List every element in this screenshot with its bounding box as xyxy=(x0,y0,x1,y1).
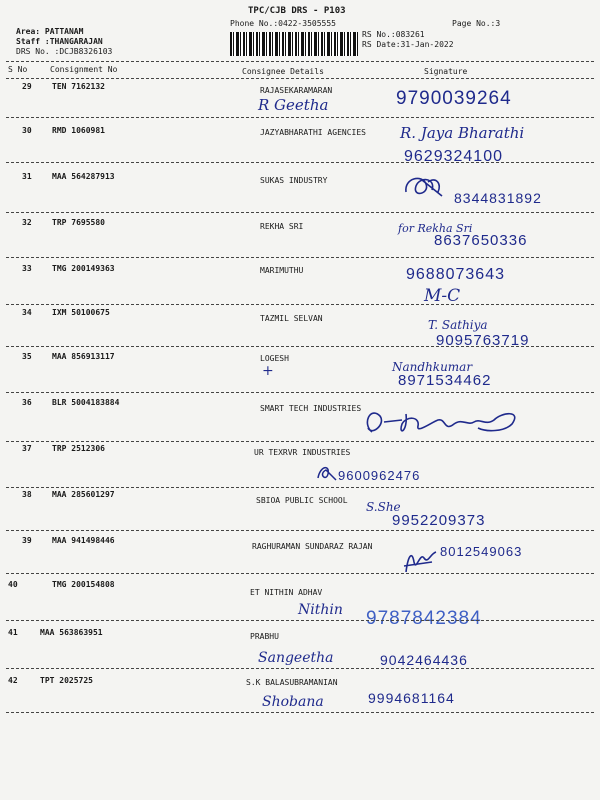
row-divider xyxy=(6,212,594,213)
row-sno: 29 xyxy=(22,82,32,91)
document-title: TPC/CJB DRS - P103 xyxy=(248,6,346,16)
row-consignee: S.K BALASUBRAMANIAN xyxy=(246,678,338,687)
signature-phone: 9095763719 xyxy=(436,332,530,349)
row-consignee: SBIOA PUBLIC SCHOOL xyxy=(256,496,348,505)
row-divider xyxy=(6,392,594,393)
row-consignee: RAGHURAMAN SUNDARAZ RAJAN xyxy=(252,542,373,551)
row-divider xyxy=(6,487,594,488)
signature-phone: 9952209373 xyxy=(392,512,486,529)
signature-phone: 8344831892 xyxy=(454,190,542,206)
row-consignee: ET NITHIN ADHAV xyxy=(250,588,323,597)
signature-name: Shobana xyxy=(262,694,324,710)
row-divider xyxy=(6,712,594,713)
row-sno: 31 xyxy=(22,172,32,181)
signature-name: R Geetha xyxy=(258,96,329,114)
row-sno: 40 xyxy=(8,580,18,589)
signature-phone: 9994681164 xyxy=(368,690,455,706)
barcode-image xyxy=(230,32,358,56)
signature-name: R. Jaya Bharathi xyxy=(400,124,525,142)
row-sno: 32 xyxy=(22,218,32,227)
signature-name: for Rekha Sri xyxy=(398,222,473,235)
row-consignee: UR TEXRVR INDUSTRIES xyxy=(254,448,351,457)
signature-phone: 9042464436 xyxy=(380,652,468,668)
row-consignee: MARIMUTHU xyxy=(260,266,304,275)
row-divider xyxy=(6,304,594,305)
row-divider xyxy=(6,441,594,442)
signature-phone: 9600962476 xyxy=(338,468,421,483)
row-consignment-no: TRP 7695580 xyxy=(52,218,105,227)
column-header-consignee: Consignee Details xyxy=(242,67,324,76)
signature-name: S.She xyxy=(366,500,401,514)
row-consignment-no: MAA 563863951 xyxy=(40,628,103,637)
row-sno: 30 xyxy=(22,126,32,135)
row-divider xyxy=(6,668,594,669)
row-consignee: REKHA SRI xyxy=(260,222,304,231)
signature-scribble xyxy=(362,402,526,442)
staff-label: Staff :THANGARAJAN xyxy=(16,37,103,46)
row-divider xyxy=(6,117,594,118)
row-consignment-no: MAA 564287913 xyxy=(52,172,115,181)
row-consignment-no: MAA 856913117 xyxy=(52,352,115,361)
column-header-sno: S No xyxy=(8,65,28,74)
row-consignment-no: BLR 5004183884 xyxy=(52,398,120,407)
row-divider xyxy=(6,620,594,621)
cross-mark-icon: + xyxy=(262,363,274,379)
row-consignee: JAZYABHARATHI AGENCIES xyxy=(260,128,366,137)
signature-scribble xyxy=(316,464,338,482)
row-sno: 35 xyxy=(22,352,32,361)
row-consignment-no: TMG 200154808 xyxy=(52,580,115,589)
column-header-signature: Signature xyxy=(424,67,468,76)
row-sno: 41 xyxy=(8,628,18,637)
row-sno: 37 xyxy=(22,444,32,453)
row-sno: 42 xyxy=(8,676,18,685)
signature-name: T. Sathiya xyxy=(428,318,488,332)
signature-phone: 8971534462 xyxy=(398,372,492,389)
row-sno: 39 xyxy=(22,536,32,545)
header-divider xyxy=(6,61,594,62)
row-consignment-no: TMG 200149363 xyxy=(52,264,115,273)
signature-scribble xyxy=(402,548,438,576)
row-divider xyxy=(6,162,594,163)
row-sno: 38 xyxy=(22,490,32,499)
row-consignment-no: IXM 50100675 xyxy=(52,308,110,317)
row-sno: 34 xyxy=(22,308,32,317)
signature-scribble xyxy=(402,172,446,202)
signature-phone: 9790039264 xyxy=(396,88,512,109)
column-header-consignment: Consignment No xyxy=(50,65,118,74)
row-consignment-no: MAA 285601297 xyxy=(52,490,115,499)
rs-number: RS No.:083261 xyxy=(362,30,425,39)
row-consignee: LOGESH xyxy=(260,354,289,363)
signature-phone: 8012549063 xyxy=(440,544,523,559)
signature-phone: 8637650336 xyxy=(434,232,528,249)
row-consignee: SUKAS INDUSTRY xyxy=(260,176,328,185)
row-divider xyxy=(6,346,594,347)
table-row xyxy=(0,672,600,730)
row-consignment-no: TEN 7162132 xyxy=(52,82,105,91)
row-consignee: RAJASEKARAMARAN xyxy=(260,86,333,95)
row-consignment-no: TPT 2025725 xyxy=(40,676,93,685)
row-consignment-no: MAA 941498446 xyxy=(52,536,115,545)
signature-name: Sangeetha xyxy=(258,650,334,666)
row-divider xyxy=(6,257,594,258)
area-label: Area: PATTANAM xyxy=(16,27,84,36)
row-consignment-no: TRP 2512306 xyxy=(52,444,105,453)
phone-number: Phone No.:0422-3505555 xyxy=(230,19,336,28)
page-number: Page No.:3 xyxy=(452,19,501,28)
row-sno: 36 xyxy=(22,398,32,407)
row-sno: 33 xyxy=(22,264,32,273)
row-consignee: PRABHU xyxy=(250,632,279,641)
signature-phone: 9787842384 xyxy=(366,608,482,629)
row-divider xyxy=(6,530,594,531)
signature-name: Nandhkumar xyxy=(392,360,473,374)
signature-name: Nithin xyxy=(298,602,343,618)
row-consignment-no: RMD 1060981 xyxy=(52,126,105,135)
rs-date: RS Date:31-Jan-2022 xyxy=(362,40,454,49)
signature-name: M-C xyxy=(424,286,461,306)
column-header-divider xyxy=(6,78,594,79)
drs-number: DRS No. :DCJB8326103 xyxy=(16,47,113,56)
row-divider xyxy=(6,573,594,574)
signature-phone: 9629324100 xyxy=(404,148,503,165)
row-consignee: TAZMIL SELVAN xyxy=(260,314,323,323)
signature-phone: 9688073643 xyxy=(406,266,505,283)
row-consignee: SMART TECH INDUSTRIES xyxy=(260,404,362,413)
